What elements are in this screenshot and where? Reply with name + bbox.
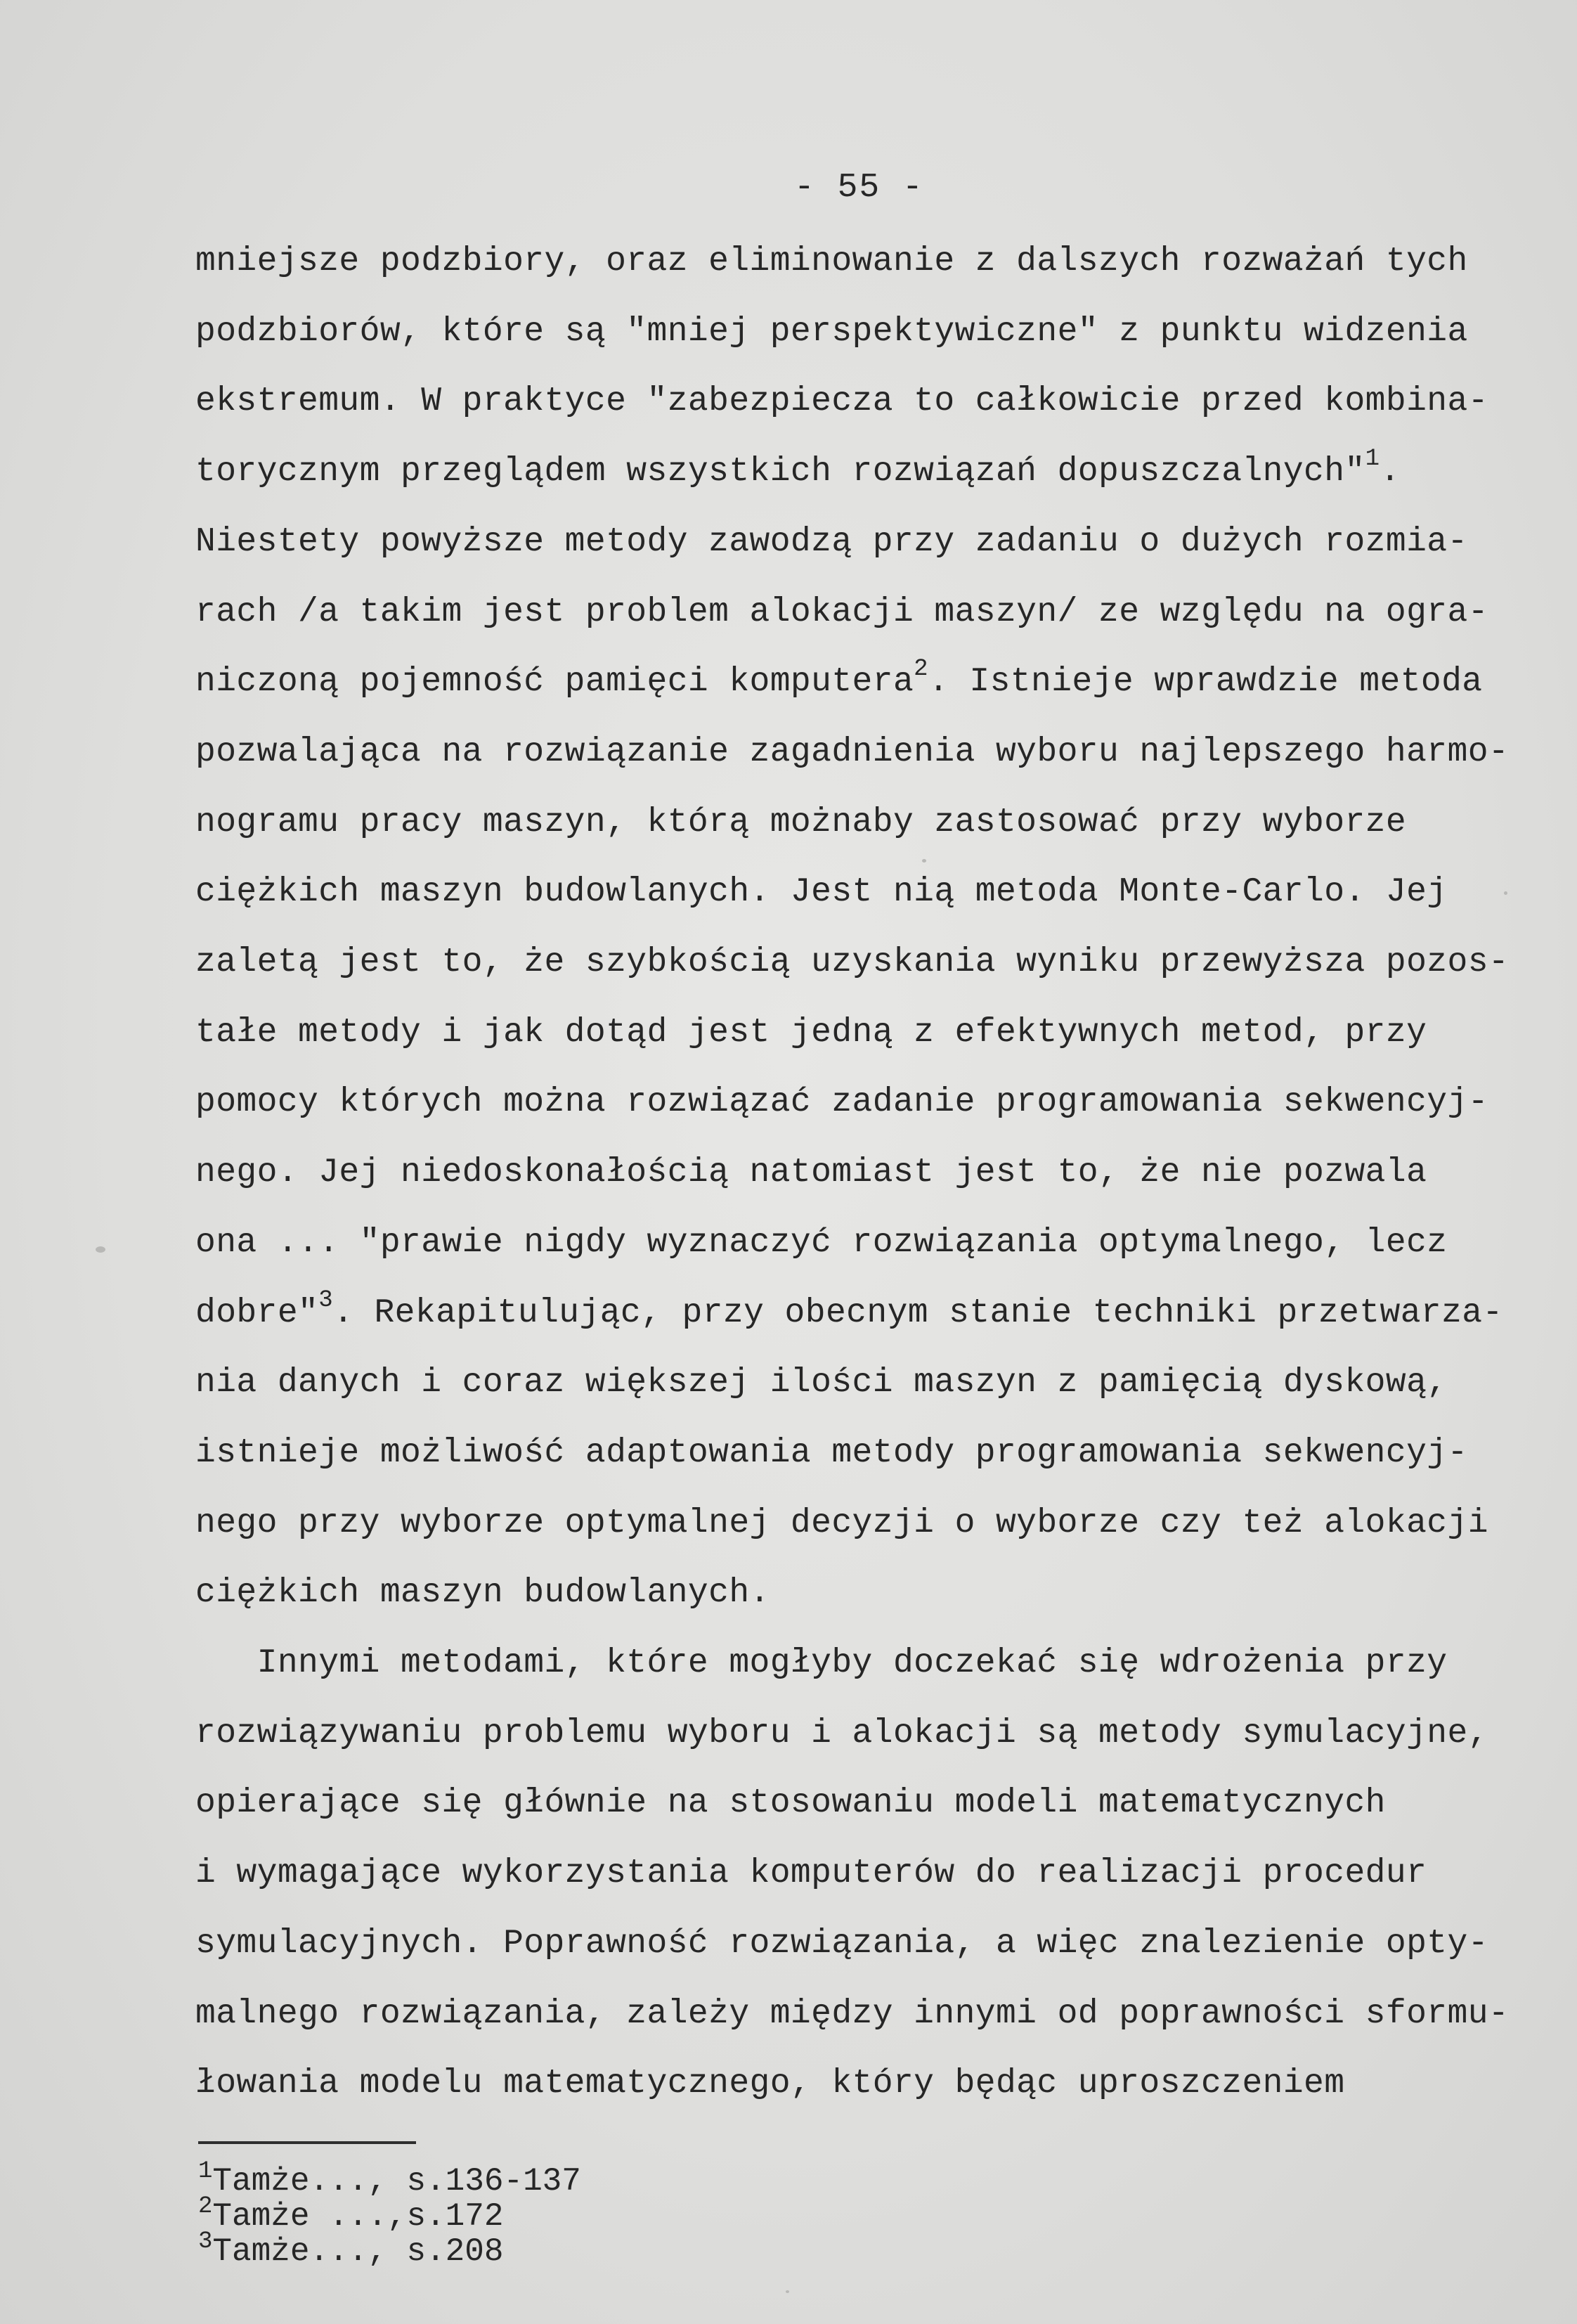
- text-line: [195, 591, 1488, 633]
- footnote-reference: 2: [914, 656, 928, 683]
- paper-speck: [786, 2290, 789, 2293]
- footnote: [198, 2158, 581, 2202]
- text-line-content: ciężkich maszyn budowlanych. Jest nią metoda Monte-Carlo. Jej: [195, 873, 1448, 911]
- footnote-number: 2: [198, 2193, 213, 2220]
- text-line: [195, 240, 1468, 283]
- text-line-content: zaletą jest to, że szybkością uzyskania wyniku przewyższa pozos-: [195, 943, 1510, 981]
- footnote-number: 1: [198, 2158, 213, 2185]
- text-line-content: łowania modelu matematycznego, który będąc uproszczeniem: [195, 2065, 1345, 2103]
- text-line-content: podzbiorów, które są "mniej perspektywiczne" z punktu widzenia: [195, 313, 1468, 351]
- footnote-reference: 1: [1365, 446, 1380, 472]
- text-line: [195, 1852, 1427, 1894]
- text-line-content: ona ... "prawie nigdy wyznaczyć rozwiązania optymalnego, lecz: [195, 1224, 1448, 1262]
- text-line-content: opierające się głównie na stosowaniu modeli matematycznych: [195, 1784, 1386, 1822]
- text-line-content: ciężkich maszyn budowlanych.: [195, 1574, 770, 1612]
- text-line: [195, 1222, 1448, 1264]
- footnote-text: Tamże..., s.136-137: [212, 2163, 581, 2200]
- text-line-content: nego. Jej niedoskonałością natomiast jest to, że nie pozwala: [195, 1154, 1427, 1192]
- text-line-content: nia danych i coraz większej ilości maszyn z pamięcią dyskową,: [195, 1364, 1448, 1402]
- text-line-content: dobre": [195, 1294, 319, 1332]
- text-line-content: mniejsze podzbiory, oraz eliminowanie z dalszych rozważań tych: [195, 243, 1468, 280]
- text-line: [195, 1993, 1509, 2035]
- text-line-content: torycznym przeglądem wszystkich rozwiązań dopuszczalnych": [195, 453, 1365, 491]
- text-line: [195, 1287, 1503, 1337]
- text-line-content: malnego rozwiązania, zależy między innymi od poprawności sformu-: [195, 1995, 1510, 2033]
- text-line: [195, 1012, 1427, 1054]
- text-line: [195, 731, 1509, 773]
- paper-speck: [922, 859, 926, 863]
- footnote-text: Tamże ...,s.172: [212, 2198, 504, 2235]
- text-line-content: rozwiązywaniu problemu wyboru i alokacji są metody symulacyjne,: [195, 1715, 1488, 1752]
- text-line: [195, 941, 1509, 983]
- text-line: [195, 2062, 1344, 2105]
- text-line-content: symulacyjnych. Poprawność rozwiązania, a więc znalezienie opty-: [195, 1925, 1488, 1963]
- text-line: [195, 801, 1406, 844]
- text-line: [195, 656, 1483, 706]
- text-line: [195, 380, 1488, 422]
- text-line: [195, 871, 1448, 913]
- text-line-content: tałe metody i jak dotąd jest jedną z efektywnych metod, przy: [195, 1014, 1427, 1052]
- text-line-content: Niestety powyższe metody zawodzą przy zadaniu o dużych rozmia-: [195, 523, 1468, 561]
- text-line: [195, 521, 1468, 563]
- text-line-continuation: . Istnieje wprawdzie metoda: [928, 663, 1483, 701]
- footnote-text: Tamże..., s.208: [212, 2233, 504, 2270]
- footnote-reference: 3: [318, 1287, 334, 1314]
- text-line: [195, 1151, 1427, 1194]
- text-line-content: nego przy wyborze optymalnej decyzji o wyborze czy też alokacji: [195, 1504, 1488, 1542]
- text-line: [195, 1081, 1488, 1123]
- text-line-content: pomocy których można rozwiązać zadanie programowania sekwencyj-: [195, 1083, 1488, 1121]
- text-line: [195, 1642, 1448, 1684]
- text-line-content: istnieje możliwość adaptowania metody programowania sekwencyj-: [195, 1434, 1468, 1472]
- text-line: [195, 1432, 1468, 1474]
- text-line-content: ekstremum. W praktyce "zabezpiecza to całkowicie przed kombina-: [195, 382, 1488, 420]
- footnote-separator: [198, 2141, 416, 2144]
- text-line: [195, 1712, 1488, 1755]
- text-line: [195, 1362, 1448, 1404]
- footnote: [198, 2193, 504, 2237]
- page-number: - 55 -: [794, 169, 924, 207]
- footnote-number: 3: [198, 2228, 213, 2255]
- text-line-content: nogramu pracy maszyn, którą możnaby zastosować przy wyborze: [195, 803, 1407, 841]
- text-line-continuation: .: [1380, 453, 1401, 491]
- text-line-content: rach /a takim jest problem alokacji maszyn/ ze względu na ogra-: [195, 593, 1488, 631]
- footnote: [198, 2228, 504, 2272]
- text-line: [195, 1502, 1488, 1544]
- text-line: [195, 311, 1468, 353]
- text-line: [195, 446, 1401, 496]
- text-line: [195, 1923, 1488, 1965]
- text-line-content: pozwalająca na rozwiązanie zagadnienia wyboru najlepszego harmo-: [195, 733, 1510, 771]
- text-line: [195, 1572, 770, 1614]
- text-line: [195, 1782, 1386, 1824]
- paper-speck: [96, 1246, 105, 1253]
- text-line-content: niczoną pojemność pamięci komputera: [195, 663, 914, 701]
- text-line-content: Innymi metodami, które mogłyby doczekać się wdrożenia przy: [195, 1644, 1448, 1682]
- paper-speck: [1504, 891, 1507, 895]
- text-line-content: i wymagające wykorzystania komputerów do realizacji procedur: [195, 1854, 1427, 1892]
- text-line-continuation: . Rekapitulując, przy obecnym stanie techniki przetwarza-: [333, 1294, 1503, 1332]
